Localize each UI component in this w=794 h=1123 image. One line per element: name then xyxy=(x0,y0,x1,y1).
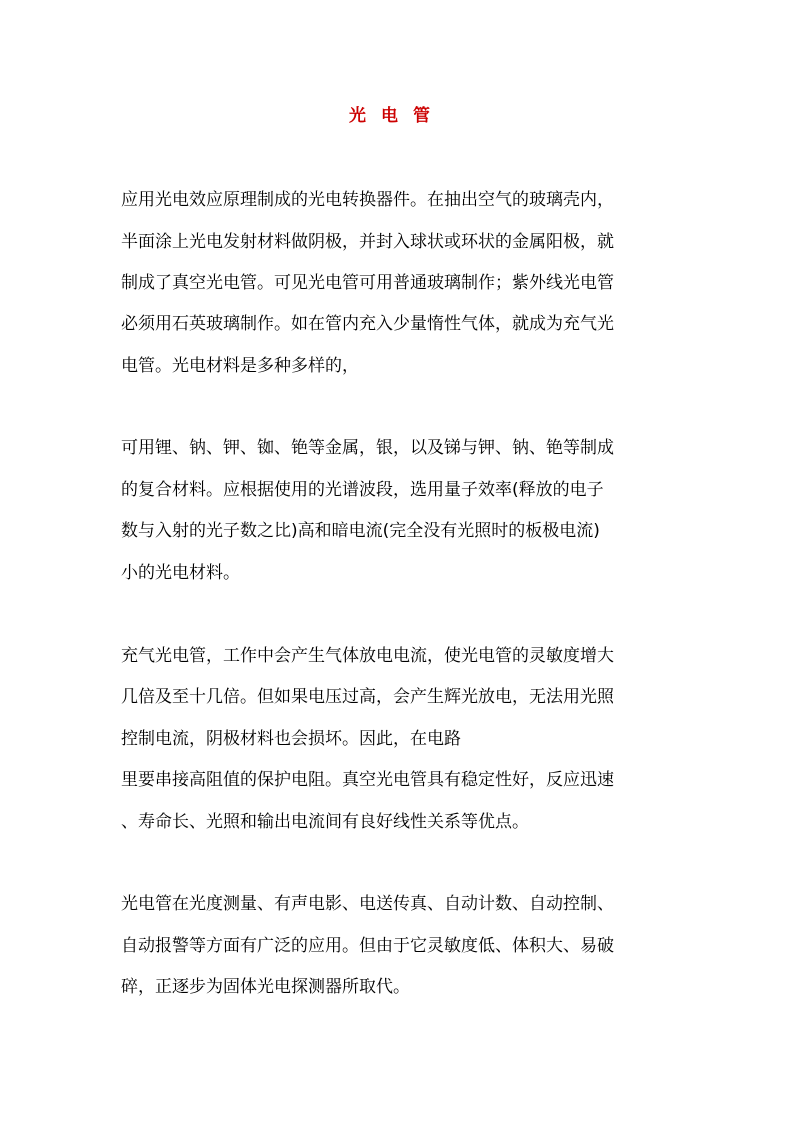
paragraph-1-line-3: 制成了真空光电管。可见光电管可用普通玻璃制作；紫外线光电管 xyxy=(121,273,614,293)
paragraph-3-line-5: 、寿命长、光照和输出电流间有良好线性关系等优点。 xyxy=(121,812,529,832)
paragraph-4-line-1: 光电管在光度测量、有声电影、电送传真、自动计数、自动控制、 xyxy=(121,894,614,914)
paragraph-1-line-1: 应用光电效应原理制成的光电转换器件。在抽出空气的玻璃壳内， xyxy=(121,190,614,210)
paragraph-4-line-2: 自动报警等方面有广泛的应用。但由于它灵敏度低、体积大、易破 xyxy=(121,936,614,956)
paragraph-2-line-1: 可用锂、钠、钾、铷、铯等金属，银，以及锑与钾、钠、铯等制成 xyxy=(121,438,614,458)
paragraph-3-line-3: 控制电流，阴极材料也会损坏。因此，在电路 xyxy=(121,729,461,749)
paragraph-1-line-5: 电管。光电材料是多种多样的， xyxy=(121,356,359,376)
paragraph-3-line-4: 里要串接高阻值的保护电阻。真空光电管具有稳定性好，反应迅速 xyxy=(121,770,614,790)
document-title: 光电管 xyxy=(349,106,445,126)
paragraph-3-line-2: 几倍及至十几倍。但如果电压过高，会产生辉光放电，无法用光照 xyxy=(121,687,614,707)
paragraph-1-line-2: 半面涂上光电发射材料做阴极，并封入球状或环状的金属阳极，就 xyxy=(121,232,614,252)
paragraph-2-line-4: 小的光电材料。 xyxy=(121,563,240,583)
paragraph-3-line-1: 充气光电管，工作中会产生气体放电电流，使光电管的灵敏度增大 xyxy=(121,646,614,666)
paragraph-1-line-4: 必须用石英玻璃制作。如在管内充入少量惰性气体，就成为充气光 xyxy=(121,314,614,334)
paragraph-2-line-3: 数与入射的光子数之比)高和暗电流(完全没有光照时的板极电流) xyxy=(121,521,600,541)
paragraph-2-line-2: 的复合材料。应根据使用的光谱波段，选用量子效率(释放的电子 xyxy=(121,480,604,500)
paragraph-4-line-3: 碎，正逐步为固体光电探测器所取代。 xyxy=(121,977,410,997)
